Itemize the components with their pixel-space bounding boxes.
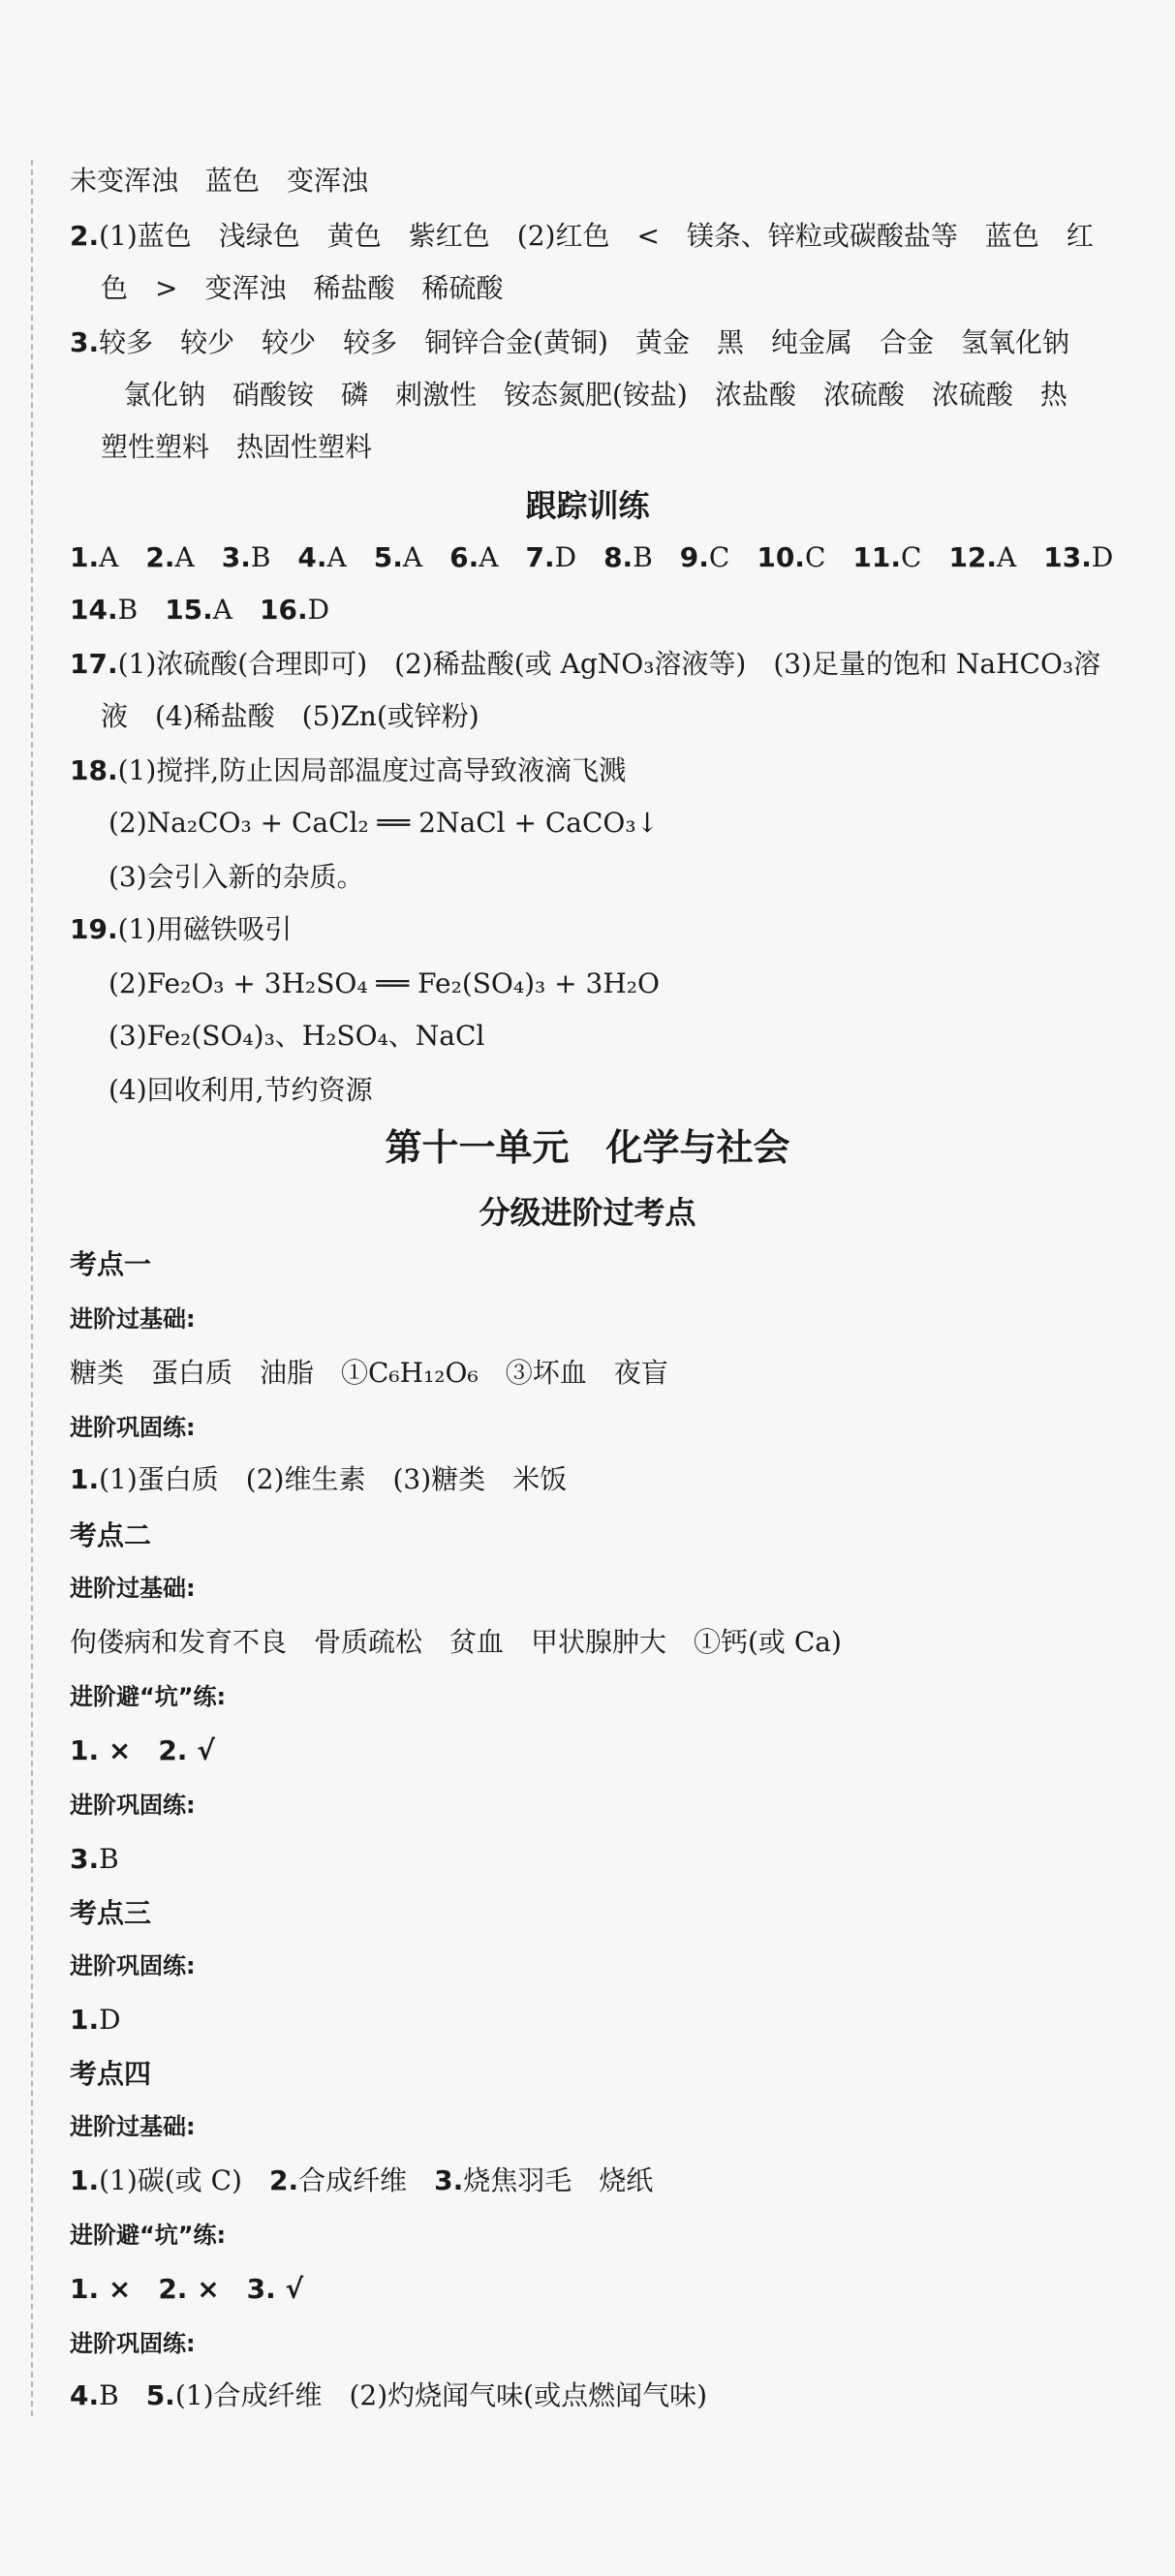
section-title: 跟踪训练 (525, 487, 650, 524)
exercise-label: 进阶避“坑”练: (70, 2222, 227, 2249)
question-number: 3. (434, 2164, 464, 2196)
answer-item (449, 541, 498, 573)
answer-text: B (99, 1843, 119, 1875)
topic-title: 考点三 (70, 1897, 152, 1929)
answer-choice: A (997, 541, 1017, 573)
question-number: 4. (297, 541, 327, 573)
answer-line: 氯化钠 硝酸铵 磷 刺激性 铵态氮肥(铵盐) 浓盐酸 浓硫酸 浓硫酸 热 (124, 379, 1067, 411)
answer-choice: A (479, 541, 499, 573)
answer-line (70, 2001, 121, 2039)
answer-line (70, 1840, 119, 1879)
question-number: 9. (679, 541, 709, 573)
answer-line (70, 910, 292, 949)
answer-line: 1. × 2. × 3. √ (70, 2273, 304, 2305)
answer-line: (4)回收利用,节约资源 (108, 1074, 373, 1106)
answer-line: (3)会引入新的杂质。 (108, 861, 364, 893)
exercise-label: 进阶巩固练: (70, 2330, 196, 2357)
answer-line (70, 2162, 653, 2200)
answer-item (1043, 541, 1113, 573)
answer-text: 烧焦羽毛 烧纸 (463, 2164, 654, 2196)
question-number: 3. (70, 326, 100, 358)
exercise-label: 进阶过基础: (70, 2113, 196, 2140)
answer-text: (1)合成纤维 (2)灼烧闻气味(或点燃闻气味) (174, 2379, 708, 2411)
answer-item (297, 541, 346, 573)
question-number: 17. (70, 648, 118, 680)
question-number: 1. (70, 1463, 100, 1495)
answer-item (852, 541, 921, 573)
question-number: 5. (373, 541, 403, 573)
answer-text: (1)碳(或 C) (99, 2164, 269, 2196)
answer-line (70, 645, 1100, 684)
question-number: 1. (70, 2164, 100, 2196)
answer-item (165, 594, 232, 626)
question-number: 19. (70, 913, 118, 945)
answer-choice: A (174, 541, 195, 573)
answer-choice: A (326, 541, 347, 573)
answer-text: 合成纤维 (298, 2164, 435, 2196)
question-number: 11. (852, 541, 901, 573)
question-number: 1. (70, 541, 100, 573)
exercise-label: 进阶过基础: (70, 1305, 196, 1333)
unit-title: 第十一单元 化学与社会 (385, 1126, 790, 1169)
answer-choice: A (212, 594, 233, 626)
question-number: 10. (757, 541, 805, 573)
answer-choice: B (250, 541, 271, 573)
answer-text: (1)蓝色 浅绿色 黄色 紫红色 (2)红色 < 镁条、锌粒或碳酸盐等 蓝色 红 (99, 220, 1094, 252)
answer-item (222, 541, 271, 573)
answer-item (374, 541, 422, 573)
answer-line: 佝偻病和发育不良 骨质疏松 贫血 甲状腺肿大 ①钙(或 Ca) (70, 1626, 842, 1658)
exercise-label: 进阶避“坑”练: (70, 1683, 227, 1710)
answer-line: 塑性塑料 热固性塑料 (101, 431, 373, 463)
question-number: 4. (70, 2379, 100, 2411)
answer-item (70, 541, 118, 573)
question-number: 18. (70, 754, 118, 786)
answer-item (948, 541, 1016, 573)
answer-item (603, 541, 653, 573)
answer-text: B (99, 2379, 146, 2411)
question-number: 2. (70, 220, 100, 252)
question-number: 2. (145, 541, 175, 573)
answer-choice: C (708, 541, 730, 573)
answer-line: 液 (4)稀盐酸 (5)Zn(或锌粉) (101, 700, 479, 732)
answer-choice: D (554, 541, 577, 573)
topic-title: 考点四 (70, 2058, 152, 2090)
answer-text: (1)蛋白质 (2)维生素 (3)糖类 米饭 (99, 1463, 568, 1495)
answer-line (70, 217, 1094, 256)
question-number: 1. (70, 2004, 100, 2036)
answer-item (145, 541, 194, 573)
topic-title: 考点一 (70, 1248, 152, 1280)
exercise-label: 进阶巩固练: (70, 1952, 196, 1979)
answer-line: 1. × 2. √ (70, 1734, 215, 1766)
answer-item (757, 541, 825, 573)
answer-line (70, 323, 1069, 362)
answer-choice: D (307, 594, 330, 626)
answer-choice: A (402, 541, 423, 573)
answer-item (680, 541, 730, 573)
answer-line: (2)Na₂CO₃ + CaCl₂ ══ 2NaCl + CaCO₃↓ (108, 807, 660, 839)
exercise-label: 进阶过基础: (70, 1575, 196, 1602)
topic-title: 考点二 (70, 1519, 152, 1551)
answer-line: (3)Fe₂(SO₄)₃、H₂SO₄、NaCl (108, 1020, 485, 1052)
answer-choice: C (804, 541, 826, 573)
answer-choice: A (99, 541, 119, 573)
answer-line (70, 751, 626, 790)
answer-line: 糖类 蛋白质 油脂 ①C₆H₁₂O₆ ③坏血 夜盲 (70, 1357, 668, 1389)
question-number: 6. (449, 541, 479, 573)
answer-text: D (99, 2004, 121, 2036)
question-number: 12. (948, 541, 998, 573)
question-number: 14. (70, 594, 118, 626)
answer-row (70, 591, 356, 629)
answer-item (526, 541, 577, 573)
answer-choice: D (1091, 541, 1114, 573)
question-number: 16. (260, 594, 308, 626)
answer-line (70, 2377, 707, 2415)
answer-item (70, 594, 138, 626)
question-number: 3. (70, 1843, 100, 1875)
answer-text: (1)搅拌,防止因局部温度过高导致液滴飞溅 (117, 754, 627, 786)
answer-row (70, 538, 1140, 577)
answer-line: (2)Fe₂O₃ + 3H₂SO₄ ══ Fe₂(SO₄)₃ + 3H₂O (108, 967, 660, 999)
question-number: 7. (525, 541, 555, 573)
answer-choice: B (633, 541, 653, 573)
answer-choice: C (901, 541, 922, 573)
question-number: 13. (1043, 541, 1092, 573)
exercise-label: 进阶巩固练: (70, 1414, 196, 1441)
answer-choice: B (117, 594, 139, 626)
answer-text: (1)浓硫酸(合理即可) (2)稀盐酸(或 AgNO₃溶液等) (3)足量的饱和 NaHCO₃溶 (117, 648, 1101, 680)
unit-subtitle: 分级进阶过考点 (479, 1194, 696, 1231)
question-number: 8. (603, 541, 634, 573)
answer-line: 色 > 变浑浊 稀盐酸 稀硫酸 (101, 272, 504, 304)
answer-text: 较多 较少 较少 较多 铜锌合金(黄铜) 黄金 黑 纯金属 合金 氢氧化钠 (99, 326, 1069, 358)
answer-line: 未变浑浊 蓝色 变浑浊 (70, 165, 369, 197)
question-number: 3. (221, 541, 251, 573)
answer-text: (1)用磁铁吸引 (117, 913, 293, 945)
answer-item (260, 594, 329, 626)
question-number: 2. (268, 2164, 299, 2196)
exercise-label: 进阶巩固练: (70, 1792, 196, 1819)
answer-line (70, 1460, 567, 1499)
question-number: 5. (145, 2379, 175, 2411)
question-number: 15. (165, 594, 213, 626)
